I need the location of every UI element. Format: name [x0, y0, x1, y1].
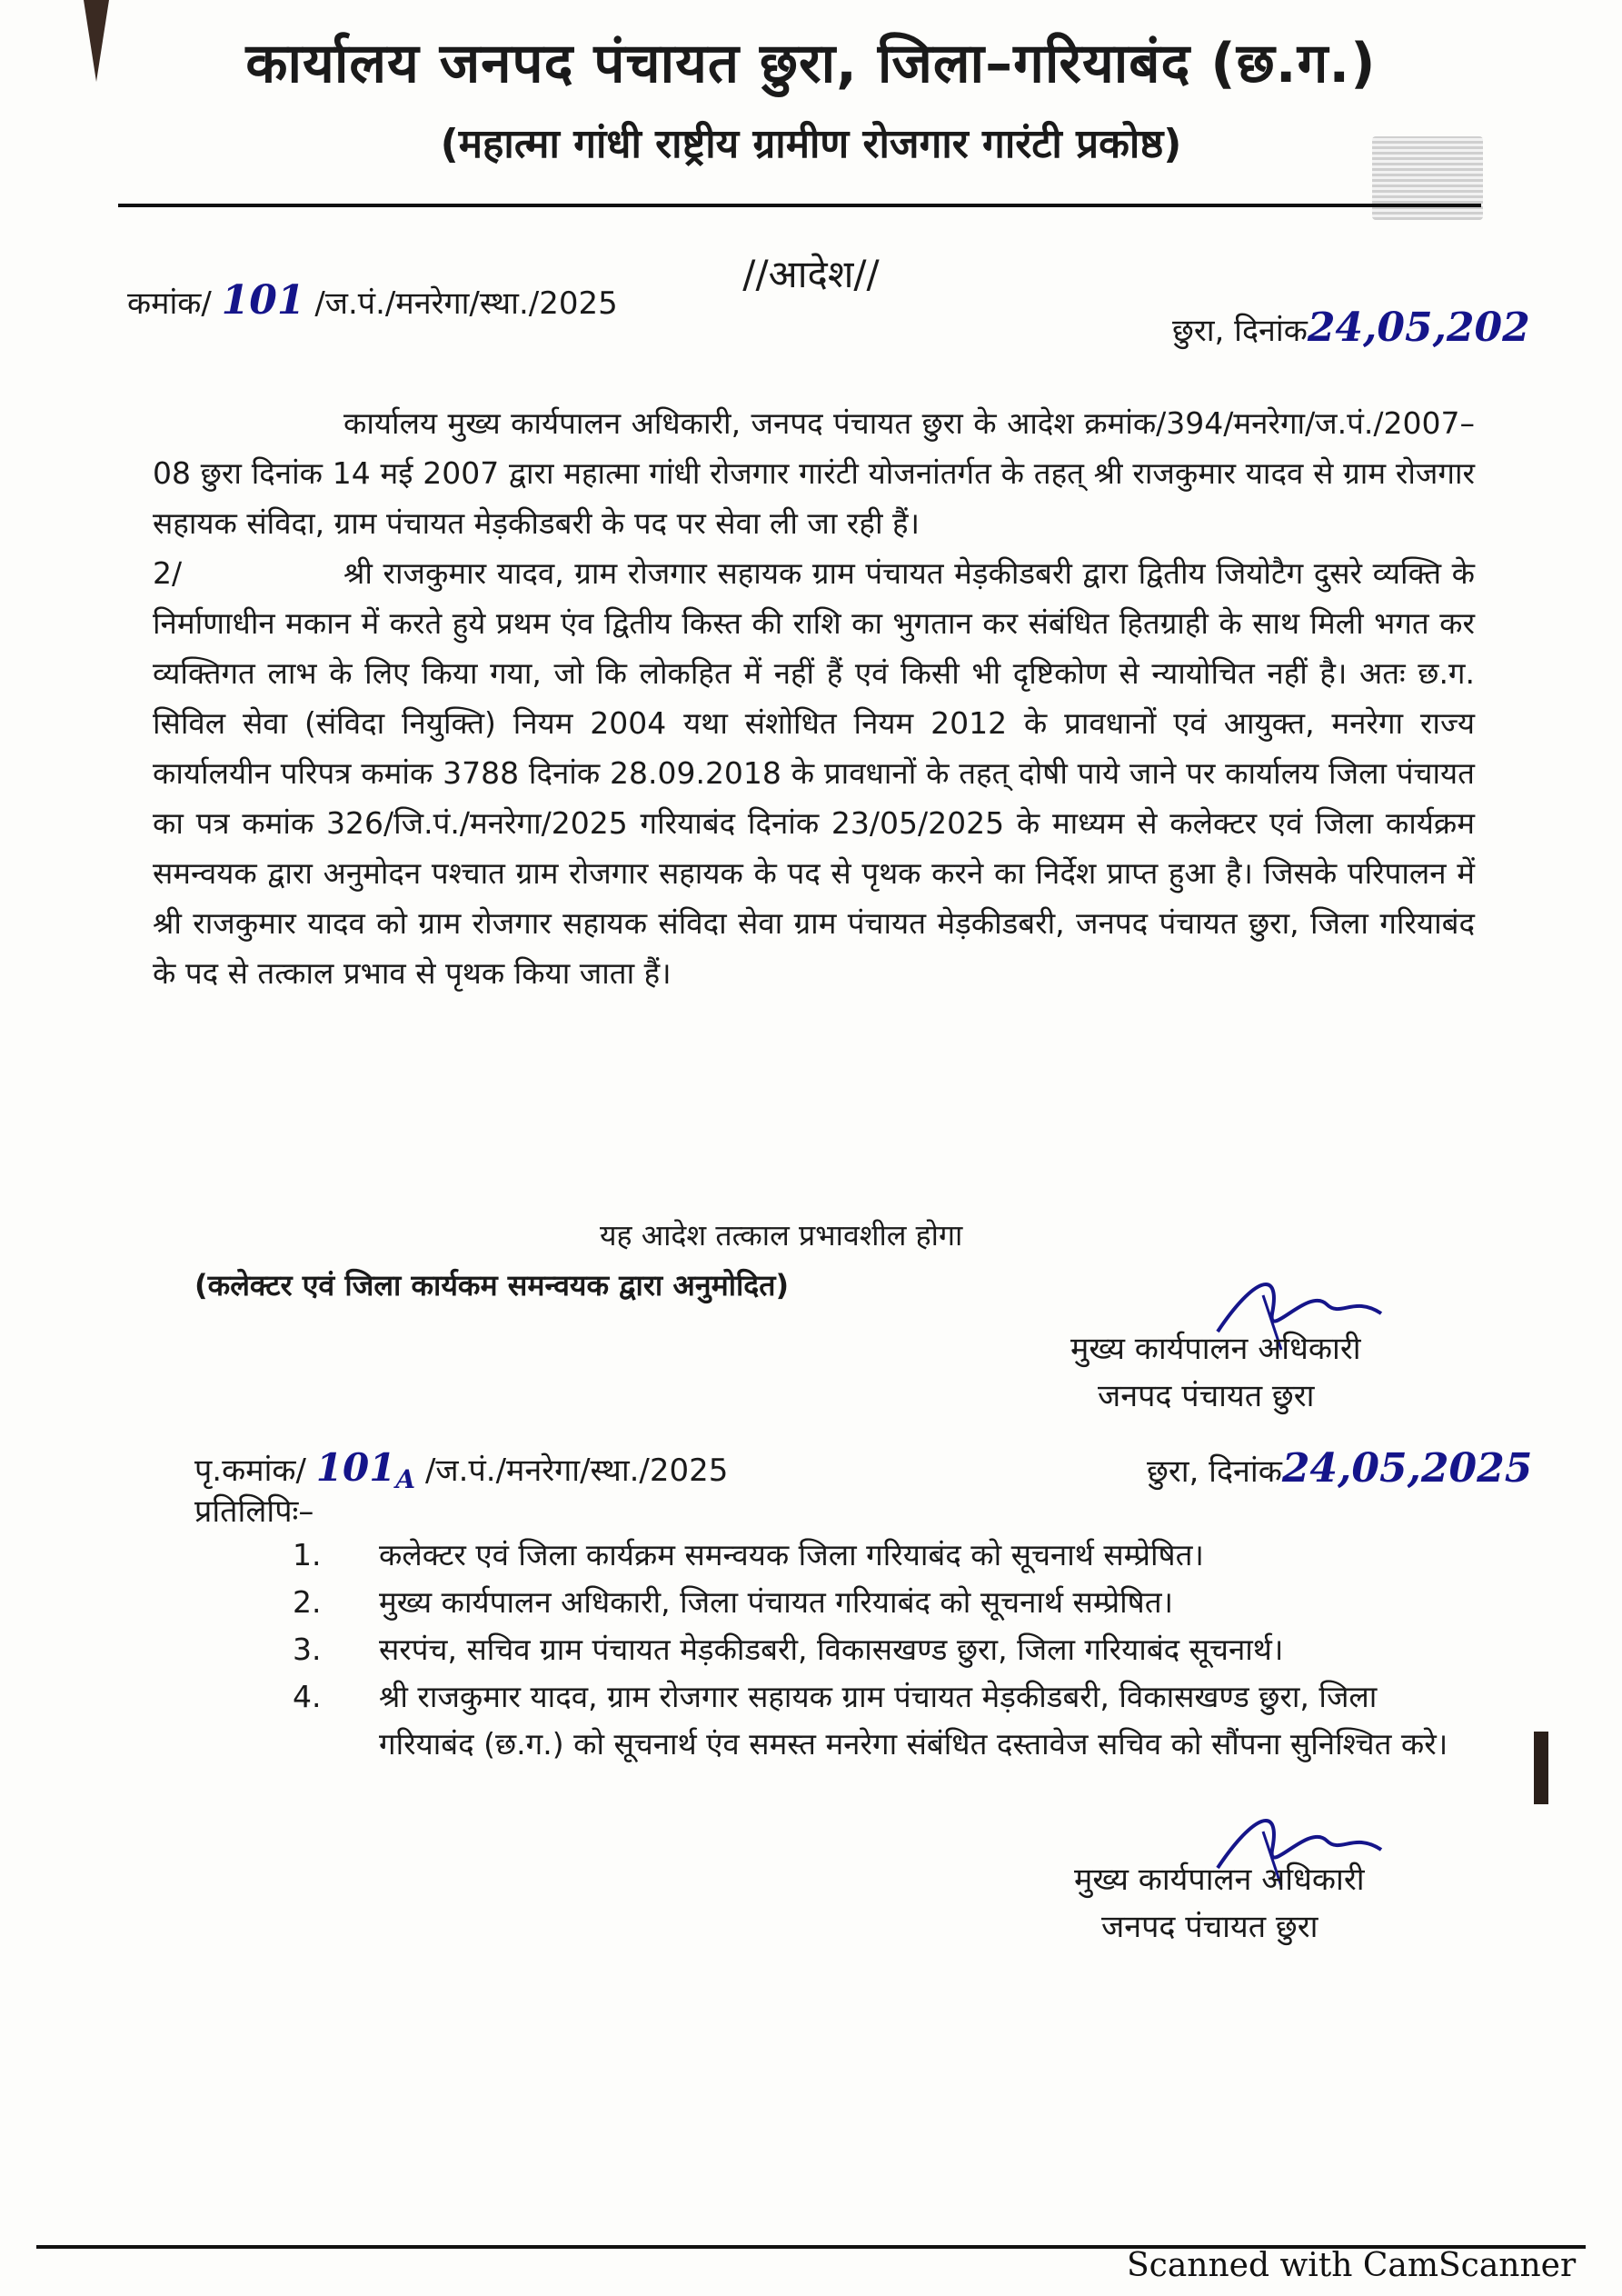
copy-date	[1147, 1445, 1532, 1492]
paragraph-2	[153, 548, 1475, 998]
order-ref-suffix: /ज.पं./मनरेगा/स्था./2025	[314, 285, 618, 322]
copy-heading: प्रतिलिपिः–	[194, 1493, 314, 1530]
copy-date-value: 24,05,2025	[1281, 1445, 1533, 1492]
copy-ref-prefix: पृ.कमांक/	[194, 1452, 306, 1489]
copy-date-label: छुरा, दिनांक	[1147, 1453, 1282, 1490]
list-item-number: 4.	[293, 1679, 322, 1714]
list-item-text: मुख्य कार्यपालन अधिकारी, जिला पंचायत गरियाबंद को सूचनार्थ सम्प्रेषित।	[379, 1584, 1174, 1620]
order-date-label: छुरा, दिनांक	[1172, 313, 1308, 349]
list-item-text: सरपंच, सचिव ग्राम पंचायत मेड़कीडबरी, विकासखण्ड छुरा, जिला गरियाबंद सूचनार्थ।	[379, 1632, 1284, 1667]
order-body	[153, 398, 1475, 998]
office-stamp-image	[1372, 136, 1483, 220]
list-item	[293, 1673, 1456, 1768]
copy-list	[293, 1532, 1456, 1768]
signature-2	[1074, 1856, 1365, 1951]
approval-note: (कलेक्टर एवं जिला कार्यकम समन्वयक द्वारा अनुमोदित)	[194, 1268, 790, 1303]
copy-reference	[194, 1445, 728, 1494]
signature-1-designation: मुख्य कार्यपालन अधिकारी	[1070, 1331, 1361, 1367]
signature-1-office: जनपद पंचायत छुरा	[1098, 1378, 1315, 1414]
list-item-text: कलेक्टर एवं जिला कार्यक्रम समन्वयक जिला गरियाबंद को सूचनार्थ सम्प्रेषित।	[379, 1537, 1204, 1572]
list-item-number: 1.	[293, 1537, 322, 1572]
paragraph-2-number: 2/	[153, 555, 183, 591]
cell-title: (महात्मा गांधी राष्ट्रीय ग्रामीण रोजगार गारंटी प्रकोष्ठ)	[440, 121, 1182, 167]
copy-ref-suffix: /ज.पं./मनरेगा/स्था./2025	[424, 1452, 729, 1489]
copy-ref-mark: A	[395, 1463, 416, 1494]
order-title: //आदेश//	[742, 252, 880, 296]
camscanner-watermark: Scanned with CamScanner	[1127, 2247, 1577, 2284]
effective-note: यह आदेश तत्काल प्रभावशील होगा	[600, 1218, 963, 1253]
signature-1	[1070, 1325, 1361, 1420]
list-item-number: 3.	[293, 1632, 322, 1667]
list-item-number: 2.	[293, 1584, 322, 1620]
paragraph-1: कार्यालय मुख्य कार्यपालन अधिकारी, जनपद पंचायत छुरा के आदेश क्रमांक/394/मनरेगा/ज.पं./2007–08 छुरा दिनांक 14 मई 2007 द्वारा महात्मा गांधी रोजगार गारंटी योजनांतर्गत के तहत् श्री राजकुमार यादव से ग्राम रोजगार सहायक संविदा, ग्राम पंचायत मेड़कीडबरी के पद पर सेवा ली जा रही हैं।	[153, 405, 1475, 541]
list-item	[293, 1579, 1456, 1626]
list-item	[293, 1532, 1456, 1579]
signature-2-office: जनपद पंचायत छुरा	[1101, 1909, 1318, 1945]
order-ref-number: 101	[221, 277, 305, 324]
order-ref-prefix: कमांक/	[127, 285, 212, 322]
copy-ref-number: 101	[315, 1445, 396, 1490]
order-date	[1172, 304, 1530, 351]
header-rule	[118, 204, 1481, 207]
office-title: कार्यालय जनपद पंचायत छुरा, जिला–गरियाबंद (छ.ग.)	[245, 32, 1377, 95]
scan-edge-mark	[1534, 1732, 1548, 1804]
list-item-text: श्री राजकुमार यादव, ग्राम रोजगार सहायक ग्राम पंचायत मेड़कीडबरी, विकासखण्ड छुरा, जिला गरियाबंद (छ.ग.) को सूचनार्थ एंव समस्त मनरेगा संबंधित दस्तावेज सचिव को सौंपना सुनिश्चित करे।	[379, 1679, 1448, 1762]
paragraph-2-text: श्री राजकुमार यादव, ग्राम रोजगार सहायक ग्राम पंचायत मेड़कीडबरी द्वारा द्वितीय जियोटैग दुसरे व्यक्ति के निर्माणाधीन मकान में करते हुये प्रथम एंव द्वितीय किस्त की राशि का भुगतान कर संबंधित हितग्राही के साथ मिली भगत कर व्यक्तिगत लाभ के लिए किया गया, जो कि लोकहित में नहीं हैं एवं किसी भी दृष्टिकोण से न्यायोचित नहीं है। अतः छ.ग. सिविल सेवा (संविदा नियुक्ति) नियम 2004 यथा संशोधित नियम 2012 के प्रावधानों एवं आयुक्त, मनरेगा राज्य कार्यालयीन परिपत्र कमांक 3788 दिनांक 28.09.2018 के प्रावधानों के तहत् दोषी पाये जाने पर कार्यालय जिला पंचायत का पत्र कमांक 326/जि.पं./मनरेगा/2025 गरियाबंद दिनांक 23/05/2025 के माध्यम से कलेक्टर एवं जिला कार्यक्रम समन्वयक द्वारा अनुमोदन पश्चात ग्राम रोजगार सहायक के पद से पृथक करने का निर्देश प्राप्त हुआ है। जिसके परिपालन में श्री राजकुमार यादव को ग्राम रोजगार सहायक संविदा सेवा ग्राम पंचायत मेड़कीडबरी, जनपद पंचायत छुरा, जिला गरियाबंद के पद से तत्काल प्रभाव से पृथक किया जाता हैं।	[153, 555, 1475, 991]
order-reference	[127, 277, 618, 324]
signature-2-designation: मुख्य कार्यपालन अधिकारी	[1074, 1862, 1365, 1898]
list-item	[293, 1626, 1456, 1673]
order-date-value: 24,05,202	[1307, 304, 1530, 351]
